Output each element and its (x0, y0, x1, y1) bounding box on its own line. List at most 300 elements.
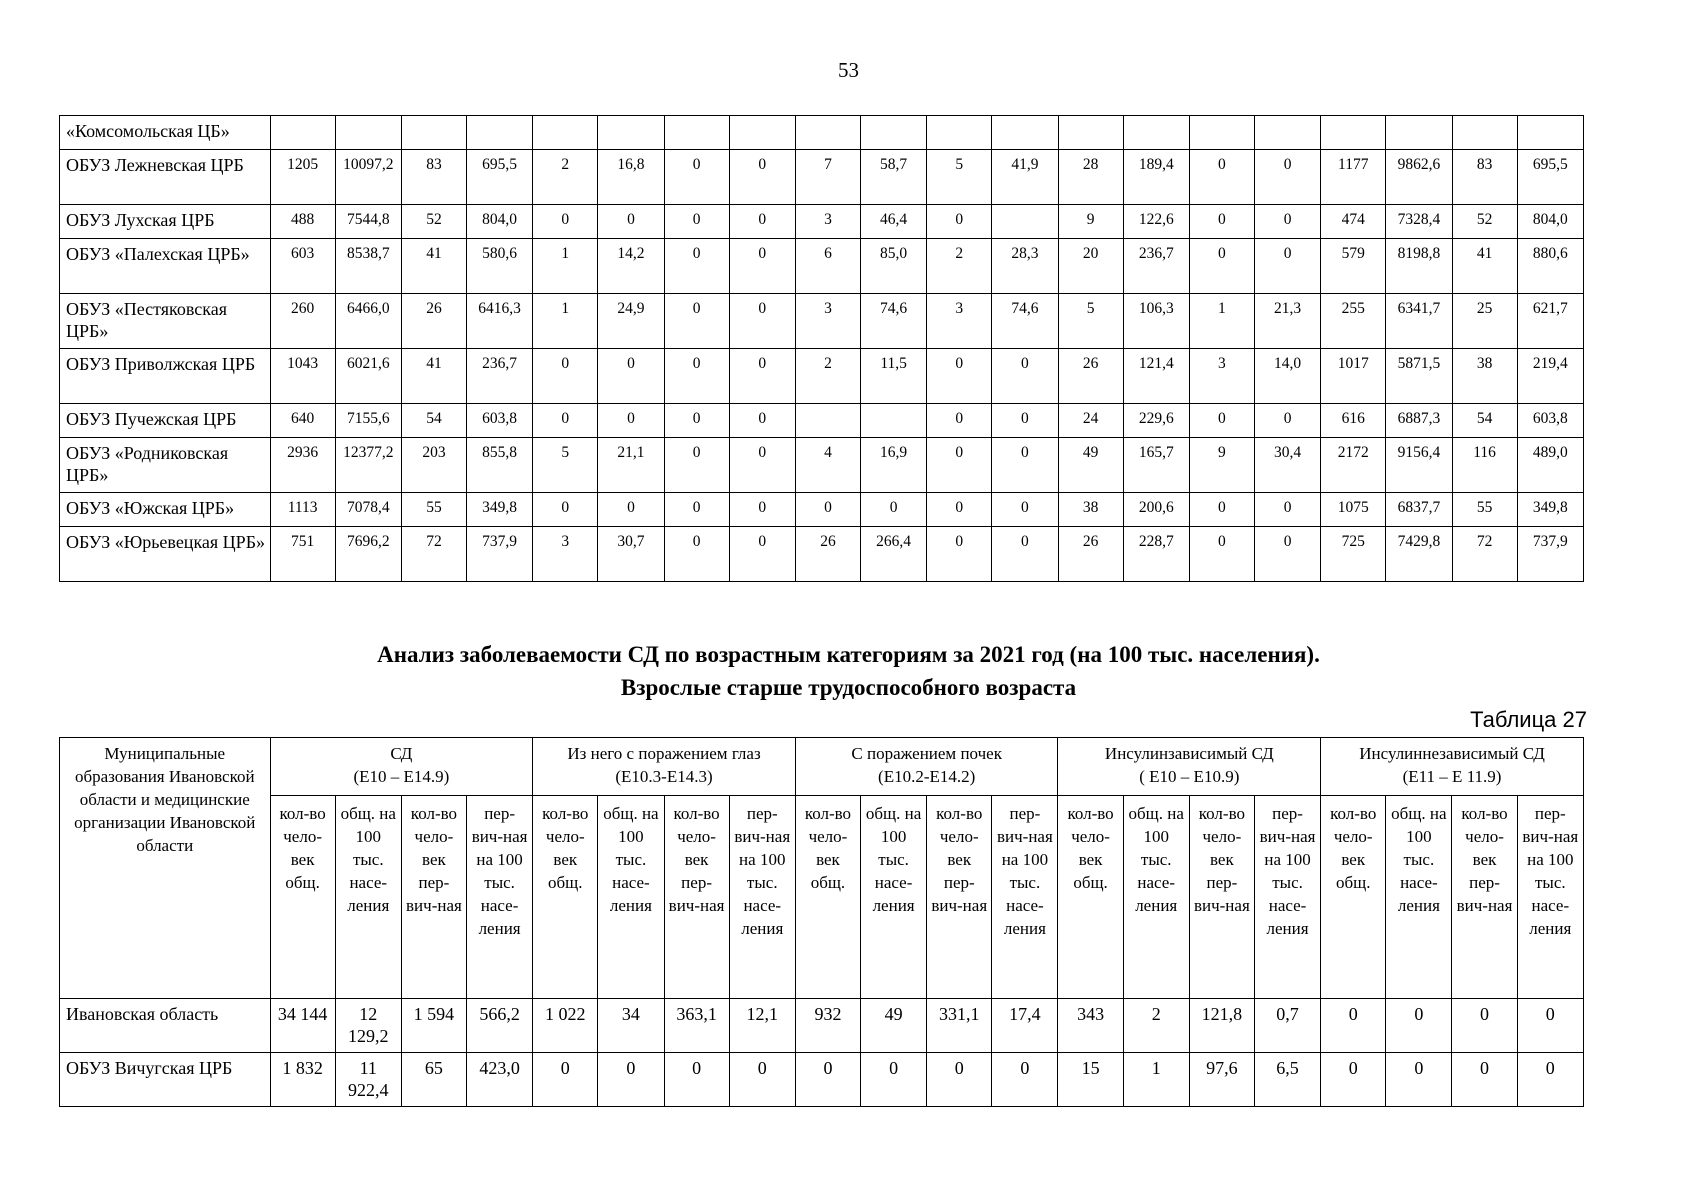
table-cell: 804,0 (1517, 205, 1583, 239)
table-cell: 203 (401, 438, 466, 493)
table-cell: 5871,5 (1386, 349, 1452, 404)
sub-header: кол-во чело-век общ. (533, 796, 598, 999)
table-cell: 0 (1255, 239, 1321, 294)
table-cell: 6837,7 (1386, 493, 1452, 527)
table-cell: 30,7 (598, 527, 664, 582)
table-cell: 24 (1058, 404, 1123, 438)
table-cell: 880,6 (1517, 239, 1583, 294)
table-cell: 6466,0 (335, 294, 401, 349)
group-header (1321, 738, 1584, 796)
table-cell: 0,7 (1254, 999, 1320, 1053)
table-cell: 0 (729, 349, 795, 404)
table-cell: 58,7 (861, 150, 927, 205)
table-cell (861, 116, 927, 150)
table-cell: 83 (1452, 150, 1517, 205)
group-header (795, 738, 1058, 796)
table-cell: 0 (1189, 239, 1254, 294)
table-cell: 0 (1321, 1053, 1386, 1107)
table-cell: 236,7 (467, 349, 533, 404)
table-cell: 737,9 (467, 527, 533, 582)
table-cell: 1113 (270, 493, 335, 527)
sub-header: пер-вич-ная на 100 тыс. насе-ления (1254, 796, 1320, 999)
table-cell: 0 (729, 527, 795, 582)
table-cell: 21,3 (1255, 294, 1321, 349)
table-cell: 5 (927, 150, 992, 205)
table-cell: 15 (1058, 1053, 1123, 1107)
table-cell: 72 (1452, 527, 1517, 582)
table-cell: 0 (1452, 999, 1517, 1053)
table-cell (533, 116, 598, 150)
table-cell: 0 (1386, 1053, 1452, 1107)
group-header (533, 738, 796, 796)
table-cell: 121,4 (1123, 349, 1189, 404)
table-cell: 2 (533, 150, 598, 205)
table-cell (270, 116, 335, 150)
table-cell: 21,1 (598, 438, 664, 493)
table-cell: 12377,2 (335, 438, 401, 493)
table-cell: 6 (795, 239, 860, 294)
table-cell (861, 404, 927, 438)
table-cell: 97,6 (1189, 1053, 1254, 1107)
table-cell: 3 (1189, 349, 1254, 404)
table-cell: 6,5 (1254, 1053, 1320, 1107)
table-cell: 6416,3 (467, 294, 533, 349)
table-cell: 2 (1123, 999, 1189, 1053)
table-cell: 0 (1255, 527, 1321, 582)
table-cell: 489,0 (1517, 438, 1583, 493)
table-row (60, 294, 1584, 349)
table-cell: 1 594 (401, 999, 466, 1053)
table-cell: 41,9 (992, 150, 1058, 205)
table-cell: 0 (729, 150, 795, 205)
table-cell: 1205 (270, 150, 335, 205)
table-cell (664, 116, 729, 150)
table-cell: 640 (270, 404, 335, 438)
table-cell: 7544,8 (335, 205, 401, 239)
table-cell: 0 (664, 239, 729, 294)
table-cell (729, 116, 795, 150)
table-cell: 1043 (270, 349, 335, 404)
table-cell: 751 (270, 527, 335, 582)
table-cell: 219,4 (1517, 349, 1583, 404)
table-number: Таблица 27 (1470, 707, 1587, 732)
table-cell (335, 116, 401, 150)
table-cell: 603 (270, 239, 335, 294)
table-cell (992, 205, 1058, 239)
table-cell: 1 022 (533, 999, 598, 1053)
table-cell: 26 (1058, 349, 1123, 404)
table-cell: 0 (729, 239, 795, 294)
table-cell: 16,8 (598, 150, 664, 205)
table-cell: 255 (1321, 294, 1386, 349)
table-cell: 28,3 (992, 239, 1058, 294)
table-cell: 30,4 (1255, 438, 1321, 493)
table-cell: 7328,4 (1386, 205, 1452, 239)
table-cell (1321, 116, 1386, 150)
table-cell: 349,8 (467, 493, 533, 527)
table-cell: 3 (795, 205, 860, 239)
table-cell: 0 (1452, 1053, 1517, 1107)
table-cell: 621,7 (1517, 294, 1583, 349)
table-cell: 0 (664, 150, 729, 205)
table-cell: 46,4 (861, 205, 927, 239)
table-cell: 0 (729, 493, 795, 527)
group-header (270, 738, 533, 796)
table-cell (927, 116, 992, 150)
sub-header: кол-во чело-век общ. (270, 796, 335, 999)
group-codes: (Е10.2-Е14.2) (878, 767, 976, 786)
table-cell: 0 (598, 205, 664, 239)
table-cell: 0 (664, 205, 729, 239)
table-cell: 9 (1189, 438, 1254, 493)
table-cell: 0 (861, 1053, 927, 1107)
table-cell: 0 (992, 527, 1058, 582)
table-cell: 0 (598, 1053, 664, 1107)
table-cell: 9 (1058, 205, 1123, 239)
table-cell: 0 (729, 1053, 795, 1107)
group-title: Инсулинзависимый СД (1104, 744, 1274, 763)
table-cell: 0 (664, 294, 729, 349)
table-cell: 0 (598, 404, 664, 438)
table-cell: 0 (1255, 404, 1321, 438)
table-cell: 737,9 (1517, 527, 1583, 582)
table-cell: 41 (401, 239, 466, 294)
table-cell: 0 (664, 349, 729, 404)
table-cell: 725 (1321, 527, 1386, 582)
sub-header: пер-вич-ная на 100 тыс. насе-ления (992, 796, 1058, 999)
sub-header: пер-вич-ная на 100 тыс. насе-ления (729, 796, 795, 999)
table-cell: 52 (401, 205, 466, 239)
table-cell (1058, 116, 1123, 150)
table-cell: 9862,6 (1386, 150, 1452, 205)
table-cell: 1 (533, 294, 598, 349)
table-cell: 0 (533, 493, 598, 527)
table-cell (1452, 116, 1517, 150)
table-cell: 3 (927, 294, 992, 349)
table-cell: 52 (1452, 205, 1517, 239)
table-cell: 14,2 (598, 239, 664, 294)
table-cell: 6887,3 (1386, 404, 1452, 438)
table-row (60, 493, 1584, 527)
table-cell: 0 (664, 404, 729, 438)
table-cell: 7696,2 (335, 527, 401, 582)
table-cell: 0 (1321, 999, 1386, 1053)
table-cell: 26 (795, 527, 860, 582)
table-cell: 488 (270, 205, 335, 239)
sub-header: кол-во чело-век пер-вич-ная (664, 796, 729, 999)
table-27 (59, 737, 1584, 1107)
table-cell: 695,5 (467, 150, 533, 205)
table-cell: 121,8 (1189, 999, 1254, 1053)
sub-header: общ. на 100 тыс. насе-ления (1123, 796, 1189, 999)
table-row (60, 239, 1584, 294)
table-cell: 74,6 (861, 294, 927, 349)
table-cell: 0 (795, 1053, 860, 1107)
row-name: ОБУЗ «Южская ЦРБ» (60, 493, 271, 527)
sub-header: пер-вич-ная на 100 тыс. насе-ления (467, 796, 533, 999)
row-name: ОБУЗ «Родниковская ЦРБ» (60, 438, 271, 493)
table-cell: 55 (1452, 493, 1517, 527)
table-cell: 189,4 (1123, 150, 1189, 205)
table-cell: 804,0 (467, 205, 533, 239)
table-cell (1123, 116, 1189, 150)
table-cell: 116 (1452, 438, 1517, 493)
table-cell: 41 (401, 349, 466, 404)
table-cell: 34 144 (270, 999, 335, 1053)
row-name: ОБУЗ «Палехская ЦРБ» (60, 239, 271, 294)
table-cell: 25 (1452, 294, 1517, 349)
group-title: Инсулиннезависимый СД (1359, 744, 1545, 763)
table-cell: 0 (729, 404, 795, 438)
table-cell: 616 (1321, 404, 1386, 438)
table-cell: 8538,7 (335, 239, 401, 294)
table-cell: 0 (664, 493, 729, 527)
group-title: С поражением почек (851, 744, 1002, 763)
table-row (60, 205, 1584, 239)
table-cell: 7155,6 (335, 404, 401, 438)
table-cell: 343 (1058, 999, 1123, 1053)
table-cell: 122,6 (1123, 205, 1189, 239)
table-row (60, 150, 1584, 205)
table-row (60, 404, 1584, 438)
row-name: Ивановская область (60, 999, 271, 1053)
table-cell (992, 116, 1058, 150)
group-title: СД (390, 744, 413, 763)
table-cell: 3 (533, 527, 598, 582)
table-cell: 266,4 (861, 527, 927, 582)
sub-header: кол-во чело-век общ. (1058, 796, 1123, 999)
table-cell: 65 (401, 1053, 466, 1107)
table-cell: 0 (992, 493, 1058, 527)
table-cell: 0 (927, 1053, 992, 1107)
table-cell: 11 922,4 (335, 1053, 401, 1107)
table-cell: 0 (927, 349, 992, 404)
table-cell: 0 (927, 404, 992, 438)
table-cell: 0 (598, 349, 664, 404)
table-cell: 49 (1058, 438, 1123, 493)
group-codes: (Е10.3-Е14.3) (615, 767, 713, 786)
table-cell: 0 (992, 438, 1058, 493)
table-cell: 0 (1189, 404, 1254, 438)
table-cell: 331,1 (927, 999, 992, 1053)
section-subtitle: Взрослые старше трудоспособного возраста (620, 675, 1077, 700)
table-cell: 38 (1452, 349, 1517, 404)
table-cell: 0 (1517, 1053, 1583, 1107)
table-cell: 0 (533, 349, 598, 404)
table-row (60, 116, 1584, 150)
table-cell (401, 116, 466, 150)
table-cell: 3 (795, 294, 860, 349)
table-row (60, 1053, 1584, 1107)
table-cell: 0 (533, 205, 598, 239)
table-cell: 14,0 (1255, 349, 1321, 404)
table-cell: 0 (664, 527, 729, 582)
table-cell: 6341,7 (1386, 294, 1452, 349)
sub-header: пер-вич-ная на 100 тыс. насе-ления (1517, 796, 1583, 999)
table-cell: 2936 (270, 438, 335, 493)
sub-header: общ. на 100 тыс. насе-ления (1386, 796, 1452, 999)
table-cell: 83 (401, 150, 466, 205)
row-name: ОБУЗ Вичугская ЦРБ (60, 1053, 271, 1107)
table-cell: 5 (1058, 294, 1123, 349)
table-cell: 12 129,2 (335, 999, 401, 1053)
table-cell: 0 (927, 205, 992, 239)
table-cell: 1177 (1321, 150, 1386, 205)
table-cell: 12,1 (729, 999, 795, 1053)
table-cell: 0 (533, 404, 598, 438)
table-cell: 16,9 (861, 438, 927, 493)
table-cell: 5 (533, 438, 598, 493)
group-header (1058, 738, 1321, 796)
sub-header: кол-во чело-век общ. (1321, 796, 1386, 999)
table-cell: 0 (992, 404, 1058, 438)
table-cell: 1075 (1321, 493, 1386, 527)
table-cell: 0 (992, 1053, 1058, 1107)
table-cell: 17,4 (992, 999, 1058, 1053)
table-cell: 1 (1189, 294, 1254, 349)
table-cell: 423,0 (467, 1053, 533, 1107)
table-cell: 54 (1452, 404, 1517, 438)
table-cell: 72 (401, 527, 466, 582)
table-cell: 566,2 (467, 999, 533, 1053)
table-cell: 228,7 (1123, 527, 1189, 582)
table-cell: 1017 (1321, 349, 1386, 404)
table-cell: 26 (401, 294, 466, 349)
table-cell: 0 (598, 493, 664, 527)
table-cell: 49 (861, 999, 927, 1053)
table-cell: 0 (992, 349, 1058, 404)
table-row (60, 999, 1584, 1053)
table-cell: 695,5 (1517, 150, 1583, 205)
table-cell (1517, 116, 1583, 150)
table-cell (598, 116, 664, 150)
table-row (60, 438, 1584, 493)
table-cell (795, 116, 860, 150)
corner-header: Муниципальные образования Ивановской области и медицинские организации Ивановской области (60, 738, 271, 999)
table-cell (1189, 116, 1254, 150)
table-cell: 38 (1058, 493, 1123, 527)
table-cell: 200,6 (1123, 493, 1189, 527)
table-cell: 0 (1517, 999, 1583, 1053)
table-cell: 28 (1058, 150, 1123, 205)
table-cell: 603,8 (1517, 404, 1583, 438)
table-cell: 165,7 (1123, 438, 1189, 493)
table-cell (467, 116, 533, 150)
table-cell: 236,7 (1123, 239, 1189, 294)
table-cell: 0 (795, 493, 860, 527)
table-cell: 260 (270, 294, 335, 349)
table-cell: 603,8 (467, 404, 533, 438)
row-name: ОБУЗ Лухская ЦРБ (60, 205, 271, 239)
table-cell: 0 (1386, 999, 1452, 1053)
table-cell: 74,6 (992, 294, 1058, 349)
table-cell: 11,5 (861, 349, 927, 404)
table-cell: 363,1 (664, 999, 729, 1053)
table-cell: 1 (533, 239, 598, 294)
table-cell: 0 (1255, 150, 1321, 205)
table-cell: 0 (664, 1053, 729, 1107)
sub-header: кол-во чело-век пер-вич-ная (1189, 796, 1254, 999)
sub-header: общ. на 100 тыс. насе-ления (335, 796, 401, 999)
table-cell: 0 (664, 438, 729, 493)
table-cell (1255, 116, 1321, 150)
sub-header: кол-во чело-век пер-вич-ная (927, 796, 992, 999)
table-cell: 2 (795, 349, 860, 404)
row-name: ОБУЗ «Пестяковская ЦРБ» (60, 294, 271, 349)
table-cell: 34 (598, 999, 664, 1053)
table-cell (795, 404, 860, 438)
group-codes: ( Е10 – Е10.9) (1139, 767, 1240, 786)
sub-header: кол-во чело-век общ. (795, 796, 860, 999)
table-cell: 0 (1189, 205, 1254, 239)
sub-header: кол-во чело-век пер-вич-ная (1452, 796, 1517, 999)
table-cell: 0 (861, 493, 927, 527)
table-cell: 9156,4 (1386, 438, 1452, 493)
table-cell: 229,6 (1123, 404, 1189, 438)
table-cell: 855,8 (467, 438, 533, 493)
table-cell: 580,6 (467, 239, 533, 294)
table-cell: 0 (1255, 205, 1321, 239)
table-row (60, 349, 1584, 404)
row-name: «Комсомольская ЦБ» (60, 116, 271, 150)
table-cell: 0 (1255, 493, 1321, 527)
group-codes: (Е10 – Е14.9) (353, 767, 450, 786)
table-cell: 0 (729, 205, 795, 239)
sub-header: общ. на 100 тыс. насе-ления (861, 796, 927, 999)
table-row (60, 527, 1584, 582)
row-name: ОБУЗ «Юрьевецкая ЦРБ» (60, 527, 271, 582)
table-cell: 0 (1189, 527, 1254, 582)
table-cell: 0 (533, 1053, 598, 1107)
table-cell: 54 (401, 404, 466, 438)
group-codes: (Е11 – Е 11.9) (1402, 767, 1502, 786)
table-cell: 0 (1189, 150, 1254, 205)
table-cell: 0 (927, 527, 992, 582)
table-cell: 106,3 (1123, 294, 1189, 349)
table-cell: 8198,8 (1386, 239, 1452, 294)
table-cell: 6021,6 (335, 349, 401, 404)
table-cell: 0 (729, 294, 795, 349)
table-cell: 1 832 (270, 1053, 335, 1107)
table-cell: 10097,2 (335, 150, 401, 205)
sub-header: кол-во чело-век пер-вич-ная (401, 796, 466, 999)
table-cell: 0 (927, 438, 992, 493)
table-cell: 26 (1058, 527, 1123, 582)
table-cell: 1 (1123, 1053, 1189, 1107)
table-cell: 0 (1189, 493, 1254, 527)
table-cell: 0 (729, 438, 795, 493)
table-cell: 474 (1321, 205, 1386, 239)
row-name: ОБУЗ Лежневская ЦРБ (60, 150, 271, 205)
table-cell: 579 (1321, 239, 1386, 294)
table-cell: 7078,4 (335, 493, 401, 527)
table-cell: 41 (1452, 239, 1517, 294)
table-cell: 7429,8 (1386, 527, 1452, 582)
sub-header: общ. на 100 тыс. насе-ления (598, 796, 664, 999)
group-title: Из него с поражением глаз (567, 744, 761, 763)
table-cell: 20 (1058, 239, 1123, 294)
row-name: ОБУЗ Пучежская ЦРБ (60, 404, 271, 438)
page-number: 53 (838, 58, 859, 82)
table-cell (1386, 116, 1452, 150)
table-cell: 55 (401, 493, 466, 527)
table-continued (59, 115, 1584, 582)
table-cell: 2 (927, 239, 992, 294)
table-cell: 0 (927, 493, 992, 527)
table-cell: 7 (795, 150, 860, 205)
table-cell: 4 (795, 438, 860, 493)
table-cell: 24,9 (598, 294, 664, 349)
